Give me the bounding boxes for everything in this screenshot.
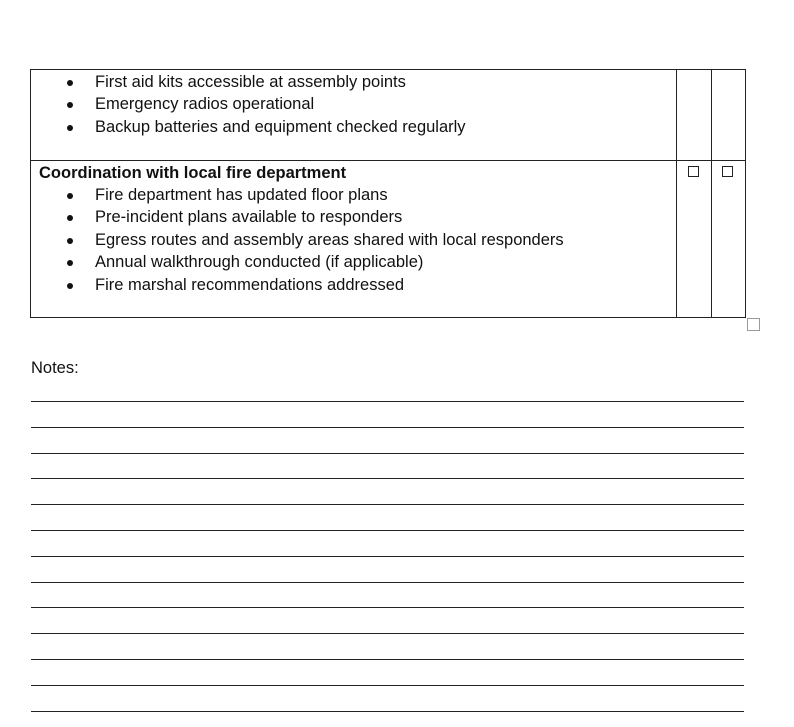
bullet-icon [67, 260, 73, 266]
no-checkbox[interactable] [722, 166, 733, 177]
notes-line[interactable] [31, 504, 744, 505]
notes-line[interactable] [31, 711, 744, 712]
list-item-text: Egress routes and assembly areas shared with local responders [95, 230, 564, 249]
bullet-icon [67, 125, 73, 131]
yes-checkbox[interactable] [688, 166, 699, 177]
notes-label: Notes: [31, 359, 79, 377]
column-divider [676, 70, 677, 317]
list-item [31, 229, 671, 251]
bullet-icon [67, 215, 73, 221]
checklist-row-emergency-equipment [31, 70, 745, 161]
bullet-icon [67, 193, 73, 199]
bullet-icon [67, 238, 73, 244]
list-item [31, 184, 671, 206]
notes-line[interactable] [31, 530, 744, 531]
notes-line[interactable] [31, 607, 744, 608]
table-resize-handle[interactable] [747, 318, 760, 331]
column-divider [711, 70, 712, 317]
notes-line[interactable] [31, 633, 744, 634]
checklist-row-fire-department [31, 160, 745, 317]
bullet-list [31, 184, 671, 296]
notes-line[interactable] [31, 427, 744, 428]
notes-line[interactable] [31, 582, 744, 583]
list-item [31, 93, 671, 115]
list-item [31, 274, 671, 296]
notes-line[interactable] [31, 685, 744, 686]
list-item-text: Backup batteries and equipment checked regularly [95, 117, 466, 136]
list-item-text: Emergency radios operational [95, 95, 315, 114]
list-item [31, 206, 671, 228]
bullet-icon [67, 283, 73, 289]
list-item [31, 116, 671, 138]
list-item-text: Annual walkthrough conducted (if applicable) [95, 253, 424, 272]
notes-line[interactable] [31, 556, 744, 557]
list-item [31, 251, 671, 273]
list-item-text: Fire marshal recommendations addressed [95, 275, 405, 294]
bullet-icon [67, 102, 73, 108]
bullet-list [31, 71, 671, 138]
notes-line[interactable] [31, 401, 744, 402]
notes-line[interactable] [31, 453, 744, 454]
list-item-text: First aid kits accessible at assembly points [95, 73, 406, 91]
notes-line[interactable] [31, 659, 744, 660]
notes-line[interactable] [31, 478, 744, 479]
section-title: Coordination with local fire department [39, 164, 347, 182]
bullet-icon [67, 80, 73, 86]
checklist-table [30, 69, 746, 318]
list-item-text: Pre-incident plans available to responders [95, 208, 403, 227]
list-item [31, 71, 671, 93]
list-item-text: Fire department has updated floor plans [95, 186, 388, 204]
